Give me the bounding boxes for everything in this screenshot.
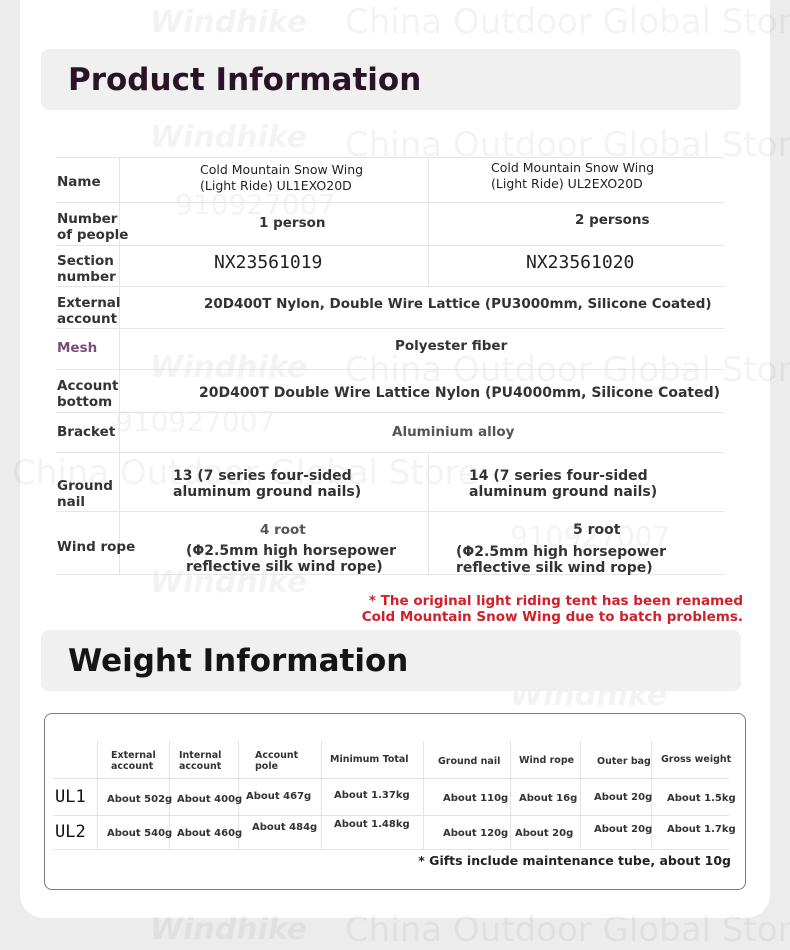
header-wind-rope: Wind rope — [519, 755, 575, 766]
table-divider — [56, 328, 724, 329]
ul1-wind-rope-detail: (Φ2.5mm high horsepower reflective silk wind rope) — [186, 543, 397, 575]
row-label-bracket: Bracket — [57, 424, 116, 440]
ul1-wind-rope-count: 4 root — [260, 522, 306, 538]
row-label-section-number: Section number — [57, 253, 116, 285]
table-divider — [53, 815, 729, 816]
ul1-wind-rope: About 16g — [519, 793, 578, 804]
row-label-external-account: External account — [57, 295, 121, 327]
table-divider — [97, 741, 98, 849]
header-gross-weight: Gross weight — [661, 754, 732, 765]
header-outer-bag: Outer bag — [597, 756, 651, 767]
row-label-name: Name — [57, 174, 101, 190]
ul1-section-number: NX23561019 — [214, 252, 323, 273]
product-info-title: Product Information — [68, 62, 422, 98]
table-divider — [56, 286, 724, 287]
mesh-value: Polyester fiber — [395, 338, 508, 354]
header-external-account: External account — [111, 750, 156, 772]
row-label-wind-rope: Wind rope — [57, 539, 136, 555]
ul2-account-pole: About 484g — [252, 822, 318, 833]
table-divider — [428, 157, 429, 286]
table-divider — [56, 202, 724, 203]
row-label-people: Number of people — [57, 211, 129, 243]
table-divider — [56, 452, 724, 453]
rename-note: * The original light riding tent has been renamed Cold Mountain Snow Wing due to batch problems. — [361, 593, 743, 625]
table-divider — [321, 741, 322, 849]
table-divider — [56, 245, 724, 246]
header-internal-account: Internal account — [179, 750, 222, 772]
table-divider — [56, 511, 724, 512]
gift-note: * Gifts include maintenance tube, about 10g — [418, 853, 731, 868]
header-ground-nail: Ground nail — [438, 756, 501, 767]
header-account-pole: Account pole — [255, 750, 299, 772]
ul2-minimum-total: About 1.48kg — [334, 819, 410, 830]
ul1-name: Cold Mountain Snow Wing (Light Ride) UL1EXO20D — [200, 162, 364, 193]
ul1-minimum-total: About 1.37kg — [334, 790, 410, 801]
ul2-people: 2 persons — [575, 212, 650, 228]
table-divider — [56, 157, 724, 158]
ul1-external-account: About 502g — [107, 794, 173, 805]
table-divider — [580, 741, 581, 849]
table-divider — [510, 741, 511, 849]
table-divider — [56, 412, 724, 413]
ul1-outer-bag: About 20g — [594, 792, 653, 803]
ul1-people: 1 person — [259, 215, 326, 231]
ul1-internal-account: About 400g — [177, 794, 243, 805]
external-account-value: 20D400T Nylon, Double Wire Lattice (PU3000mm, Silicone Coated) — [204, 296, 712, 312]
ul2-internal-account: About 460g — [177, 828, 243, 839]
ul2-gross-weight: About 1.7kg — [667, 824, 736, 835]
weight-table — [44, 713, 746, 890]
weight-info-header — [41, 630, 741, 691]
ul1-ground-nail: 13 (7 series four-sided aluminum ground nails) — [173, 468, 362, 500]
ul2-ground-nail: About 120g — [443, 828, 509, 839]
header-minimum-total: Minimum Total — [330, 754, 409, 765]
row-label-ground-nail: Ground nail — [57, 478, 113, 510]
table-divider — [53, 849, 729, 850]
ul2-outer-bag: About 20g — [594, 824, 653, 835]
row-label-account-bottom: Account bottom — [57, 378, 119, 410]
ul2-section-number: NX23561020 — [526, 252, 635, 273]
ul2-external-account: About 540g — [107, 828, 173, 839]
weight-info-title: Weight Information — [68, 643, 409, 679]
account-bottom-value: 20D400T Double Wire Lattice Nylon (PU4000mm, Silicone Coated) — [199, 385, 721, 401]
ul2-wind-rope: About 20g — [515, 828, 574, 839]
ul2-ground-nail: 14 (7 series four-sided aluminum ground nails) — [469, 468, 658, 500]
row-label-mesh: Mesh — [57, 340, 98, 356]
table-divider — [428, 452, 429, 574]
ul1-ground-nail: About 110g — [443, 793, 509, 804]
ul2-name: Cold Mountain Snow Wing (Light Ride) UL2EXO20D — [491, 160, 655, 191]
table-divider — [53, 778, 729, 779]
ul1-gross-weight: About 1.5kg — [667, 793, 736, 804]
product-info-header — [41, 49, 741, 110]
bracket-value: Aluminium alloy — [392, 424, 515, 440]
table-divider — [423, 741, 424, 849]
ul2-wind-rope-detail: (Φ2.5mm high horsepower reflective silk wind rope) — [456, 544, 667, 576]
table-divider — [56, 369, 724, 370]
row-label-ul1: UL1 — [55, 787, 86, 807]
row-label-ul2: UL2 — [55, 822, 86, 842]
ul2-wind-rope-count: 5 root — [573, 522, 621, 538]
ul1-account-pole: About 467g — [246, 791, 312, 802]
